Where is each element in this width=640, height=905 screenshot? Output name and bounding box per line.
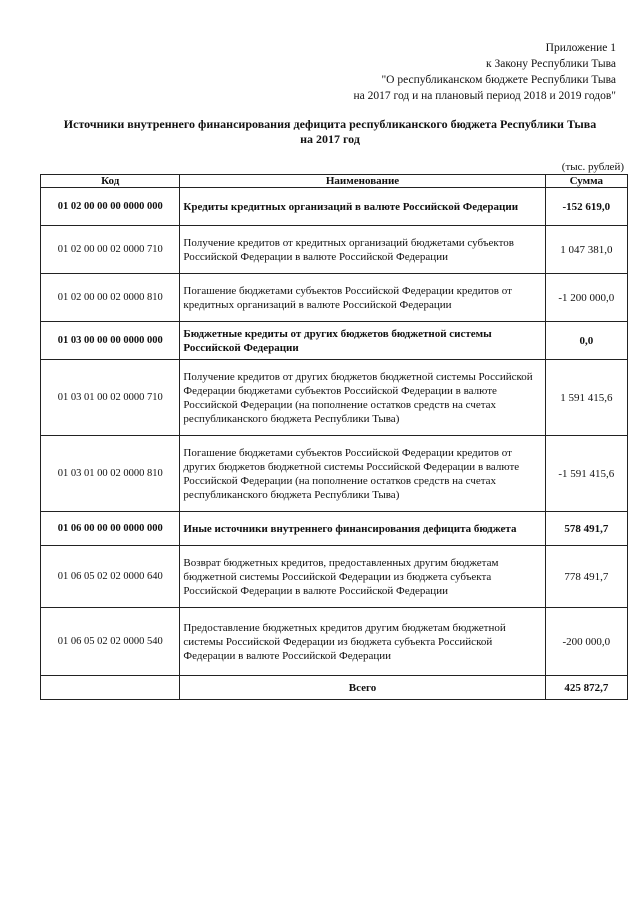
column-header-name: Наименование xyxy=(180,175,545,188)
appendix-line-1: Приложение 1 xyxy=(545,42,616,54)
total-sum: 425 872,7 xyxy=(545,676,627,700)
table-row xyxy=(41,188,628,226)
row-code: 01 03 00 00 00 0000 000 xyxy=(41,322,180,360)
row-name: Погашение бюджетами субъектов Российской Федерации кредитов от кредитных организаций в валюте Российской Федерации xyxy=(180,274,545,322)
table-row xyxy=(41,322,628,360)
row-code: 01 02 00 00 02 0000 710 xyxy=(41,226,180,274)
table-row xyxy=(41,360,628,436)
row-sum: -200 000,0 xyxy=(545,608,627,676)
document-title-line-1: Источники внутреннего финансирования дефицита республиканского бюджета Республики Тыва xyxy=(63,117,597,131)
row-code: 01 02 00 00 00 0000 000 xyxy=(41,188,180,226)
row-sum: 1 591 415,6 xyxy=(545,360,627,436)
units-label: (тыс. рублей) xyxy=(561,161,624,173)
document-title xyxy=(30,117,630,147)
row-sum: 1 047 381,0 xyxy=(545,226,627,274)
table-row xyxy=(41,274,628,322)
row-name: Получение кредитов от других бюджетов бюджетной системы Российской Федерации бюджетами субъектов Российской Федерации в валюте Российской Федерации (на пополнение остатков средств на счетах республиканского бюджета Республики Тыва) xyxy=(180,360,545,436)
table-total-row xyxy=(41,676,628,700)
row-name: Погашение бюджетами субъектов Российской Федерации кредитов от других бюджетов бюджетной системы Российской Федерации в валюте Российской Федерации (на пополнение остатков средств на счетах республиканского бюджета Республики Тыва) xyxy=(180,436,545,512)
row-sum: -1 591 415,6 xyxy=(545,436,627,512)
row-name: Кредиты кредитных организаций в валюте Российской Федерации xyxy=(180,188,545,226)
row-code: 01 02 00 00 02 0000 810 xyxy=(41,274,180,322)
column-header-code: Код xyxy=(41,175,180,188)
row-sum: 0,0 xyxy=(545,322,627,360)
row-code: 01 03 01 00 02 0000 810 xyxy=(41,436,180,512)
financing-sources-table xyxy=(40,174,628,700)
total-code-cell xyxy=(41,676,180,700)
row-code: 01 06 05 02 02 0000 640 xyxy=(41,546,180,608)
row-code: 01 06 00 00 00 0000 000 xyxy=(41,512,180,546)
row-code: 01 06 05 02 02 0000 540 xyxy=(41,608,180,676)
total-label: Всего xyxy=(180,676,545,700)
row-name: Иные источники внутреннего финансирования дефицита бюджета xyxy=(180,512,545,546)
row-code: 01 03 01 00 02 0000 710 xyxy=(41,360,180,436)
table-row xyxy=(41,226,628,274)
table-row xyxy=(41,512,628,546)
row-sum: 778 491,7 xyxy=(545,546,627,608)
table-header-row xyxy=(41,175,628,188)
row-sum: 578 491,7 xyxy=(545,512,627,546)
document-title-line-2: на 2017 год xyxy=(300,132,360,146)
row-name: Бюджетные кредиты от других бюджетов бюджетной системы Российской Федерации xyxy=(180,322,545,360)
column-header-sum: Сумма xyxy=(545,175,627,188)
row-name: Возврат бюджетных кредитов, предоставленных другим бюджетам бюджетной системы Российской Федерации из бюджета субъекта Российской Федерации в валюте Российской Федерации xyxy=(180,546,545,608)
table-row xyxy=(41,546,628,608)
appendix-line-3: "О республиканском бюджете Республики Тыва xyxy=(381,74,616,86)
appendix-line-2: к Закону Республики Тыва xyxy=(486,58,616,70)
table-row xyxy=(41,608,628,676)
row-sum: -152 619,0 xyxy=(545,188,627,226)
row-sum: -1 200 000,0 xyxy=(545,274,627,322)
appendix-header xyxy=(354,40,617,104)
appendix-line-4: на 2017 год и на плановый период 2018 и 2019 годов" xyxy=(353,90,616,102)
row-name: Получение кредитов от кредитных организаций бюджетами субъектов Российской Федерации в валюте Российской Федерации xyxy=(180,226,545,274)
row-name: Предоставление бюджетных кредитов другим бюджетам бюджетной системы Российской Федерации из бюджета субъекта Российской Федерации в валюте Российской Федерации xyxy=(180,608,545,676)
table-row xyxy=(41,436,628,512)
